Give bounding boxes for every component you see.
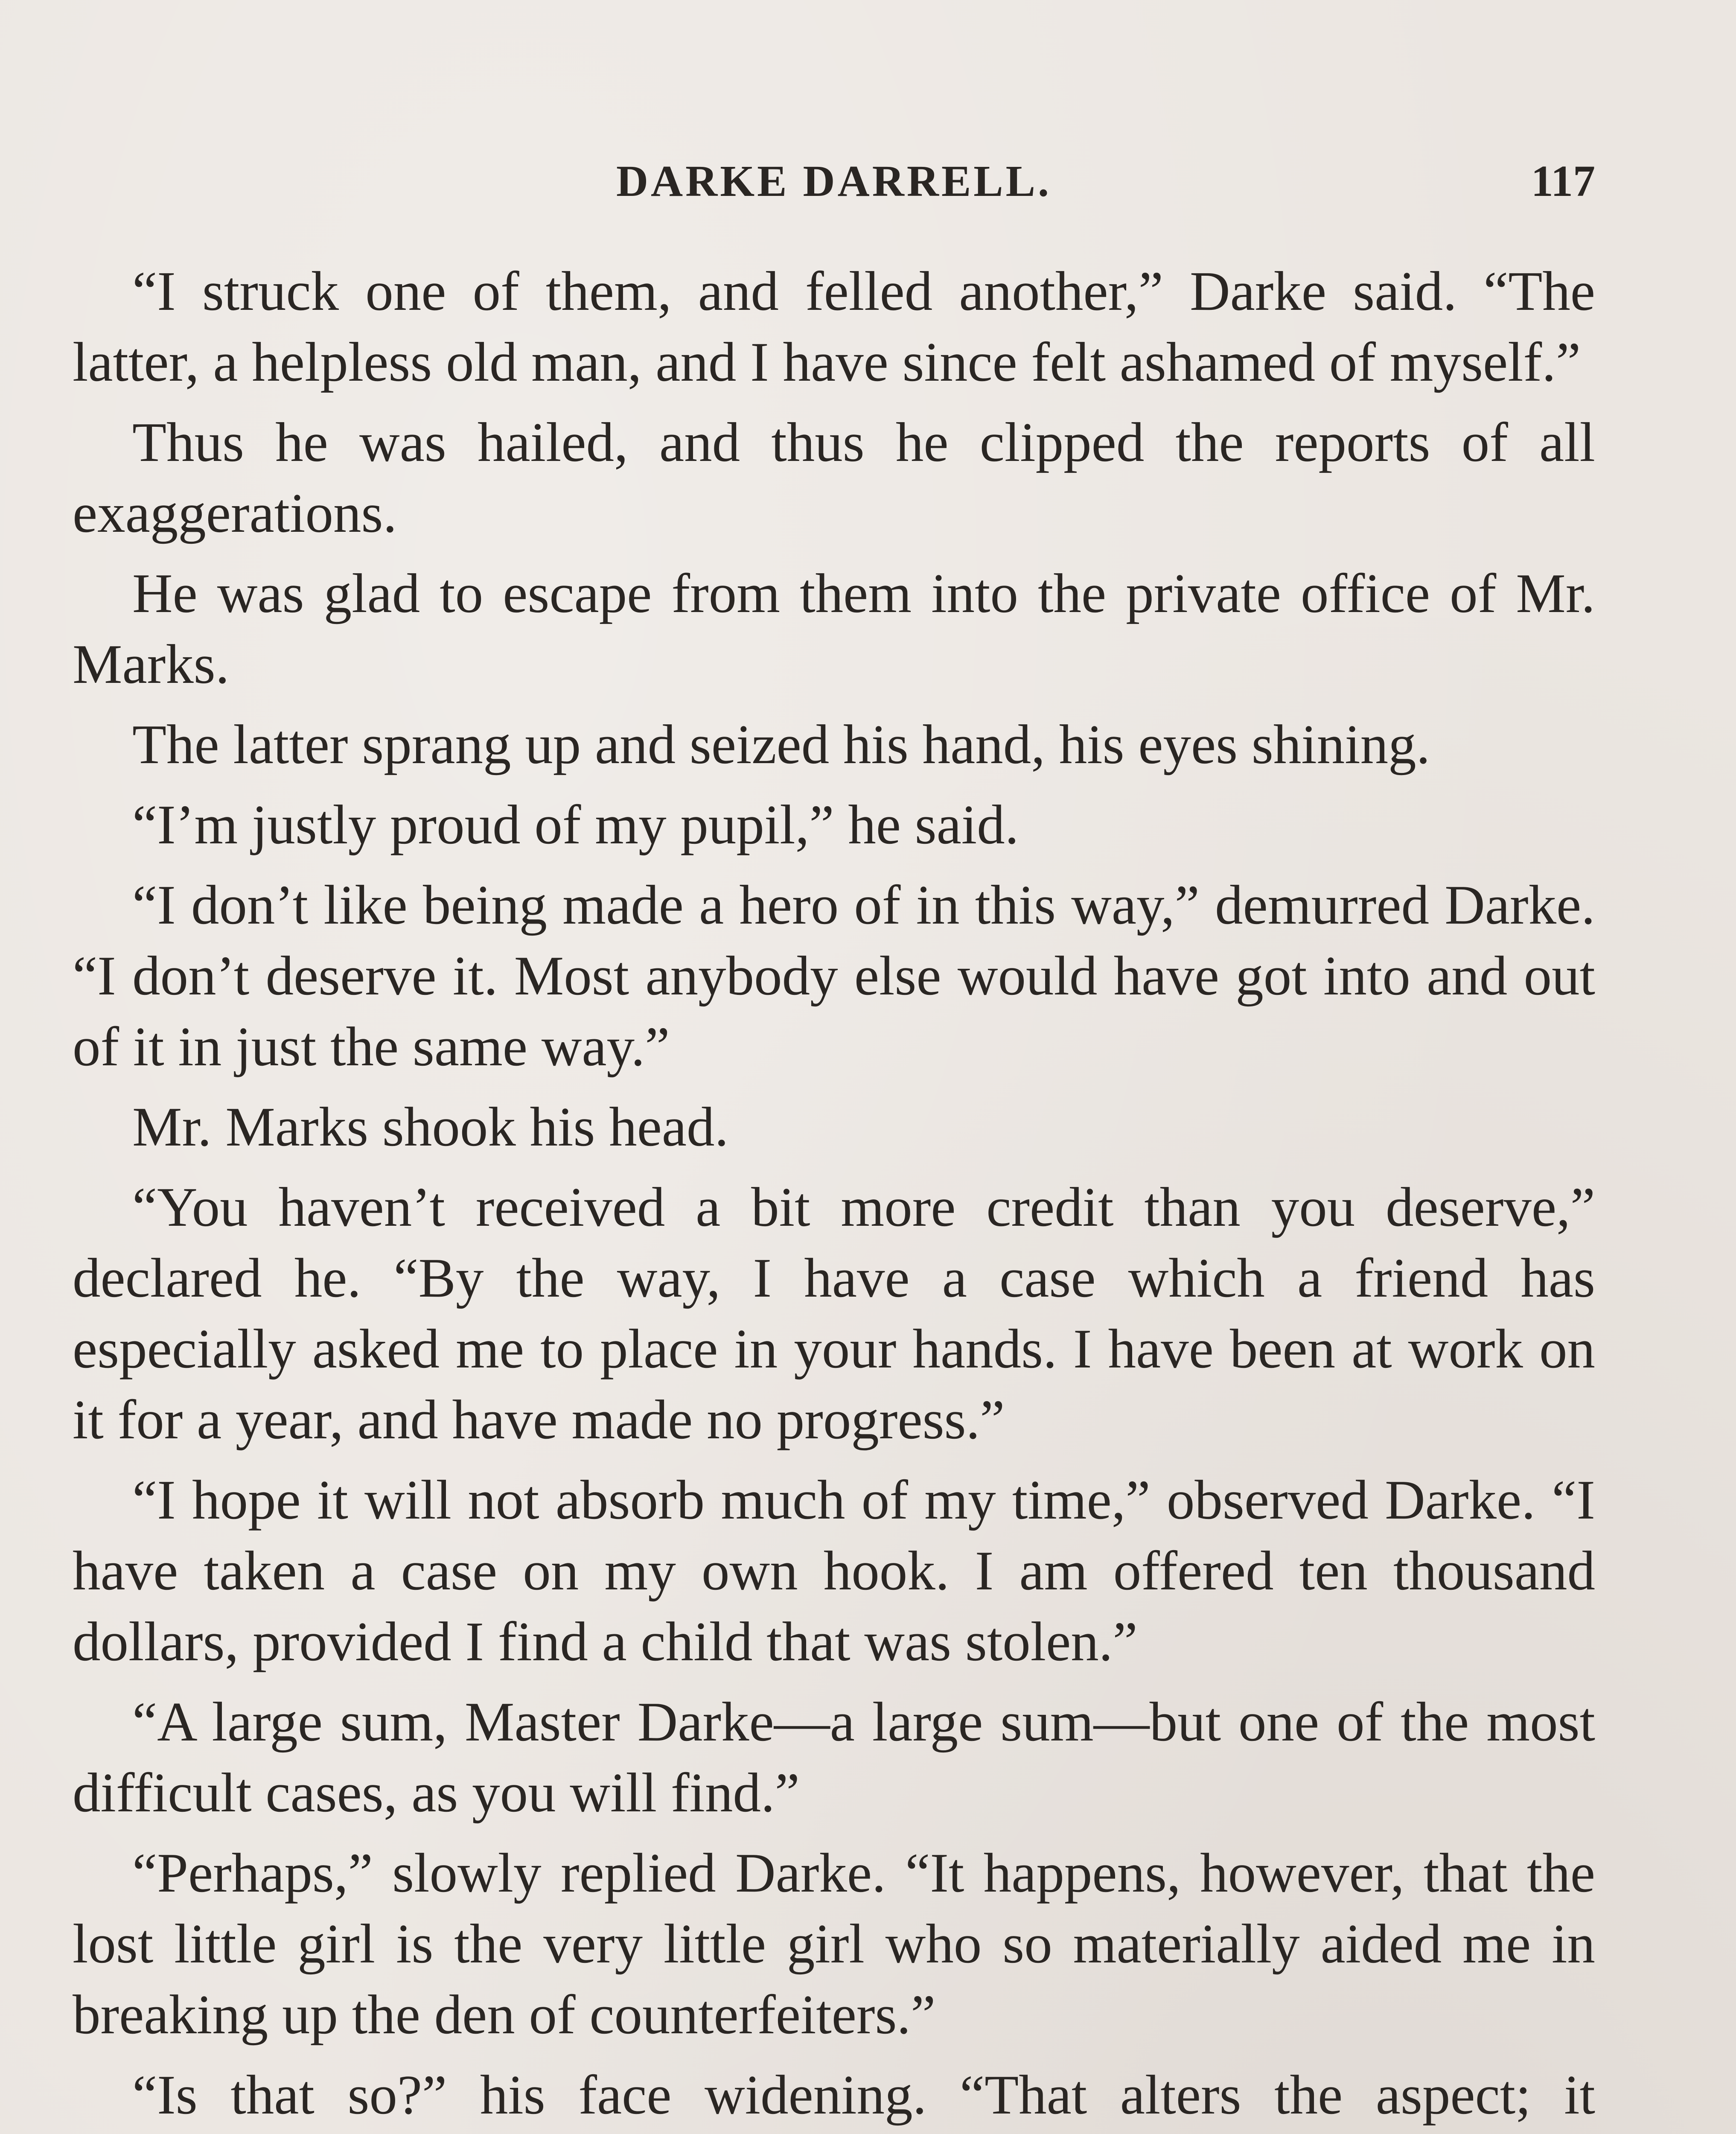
page-header [73, 154, 1595, 209]
paragraph: “I struck one of them, and felled another,” Darke said. “The latter, a helpless old man, and I have since felt ashamed of myself.” [73, 260, 1595, 393]
paragraph: “I hope it will not absorb much of my time,” observed Darke. “I have taken a case on my own hook. I am offered ten thousand dollars, provided I find a child that was stolen.” [73, 1469, 1595, 1673]
body-text [73, 256, 1595, 2134]
paragraph: “Is that so?” his face widening. “That alters the aspect; it [132, 2064, 1595, 2126]
page-number: 117 [1531, 157, 1595, 206]
paragraph: Thus he was hailed, and thus he clipped the reports of all exaggerations. [73, 411, 1595, 544]
paragraph: Mr. Marks shook his head. [132, 1096, 729, 1158]
paragraph: “A large sum, Master Darke—a large sum—but one of the most difficult cases, as you will find.” [73, 1691, 1595, 1824]
paragraph: “I’m justly proud of my pupil,” he said. [132, 794, 1019, 856]
paragraph: The latter sprang up and seized his hand, his eyes shining. [132, 714, 1430, 775]
paragraph: “You haven’t received a bit more credit than you deserve,” declared he. “By the way, I have a case which a friend has especially asked me to place in your hands. I have been at work on it for a year, and have made no progress.” [73, 1176, 1595, 1451]
paragraph: “I don’t like being made a hero of in this way,” demurred Darke. “I don’t deserve it. Most anybody else would have got into and out of it in just the same way.” [73, 874, 1595, 1078]
running-head: DARKE DARRELL. [616, 157, 1052, 206]
paragraph: “Perhaps,” slowly replied Darke. “It happens, however, that the lost little girl is the very little girl who so materially aided me in breaking up the den of counterfeiters.” [73, 1842, 1595, 2046]
paragraph: He was glad to escape from them into the private office of Mr. Marks. [73, 563, 1595, 695]
